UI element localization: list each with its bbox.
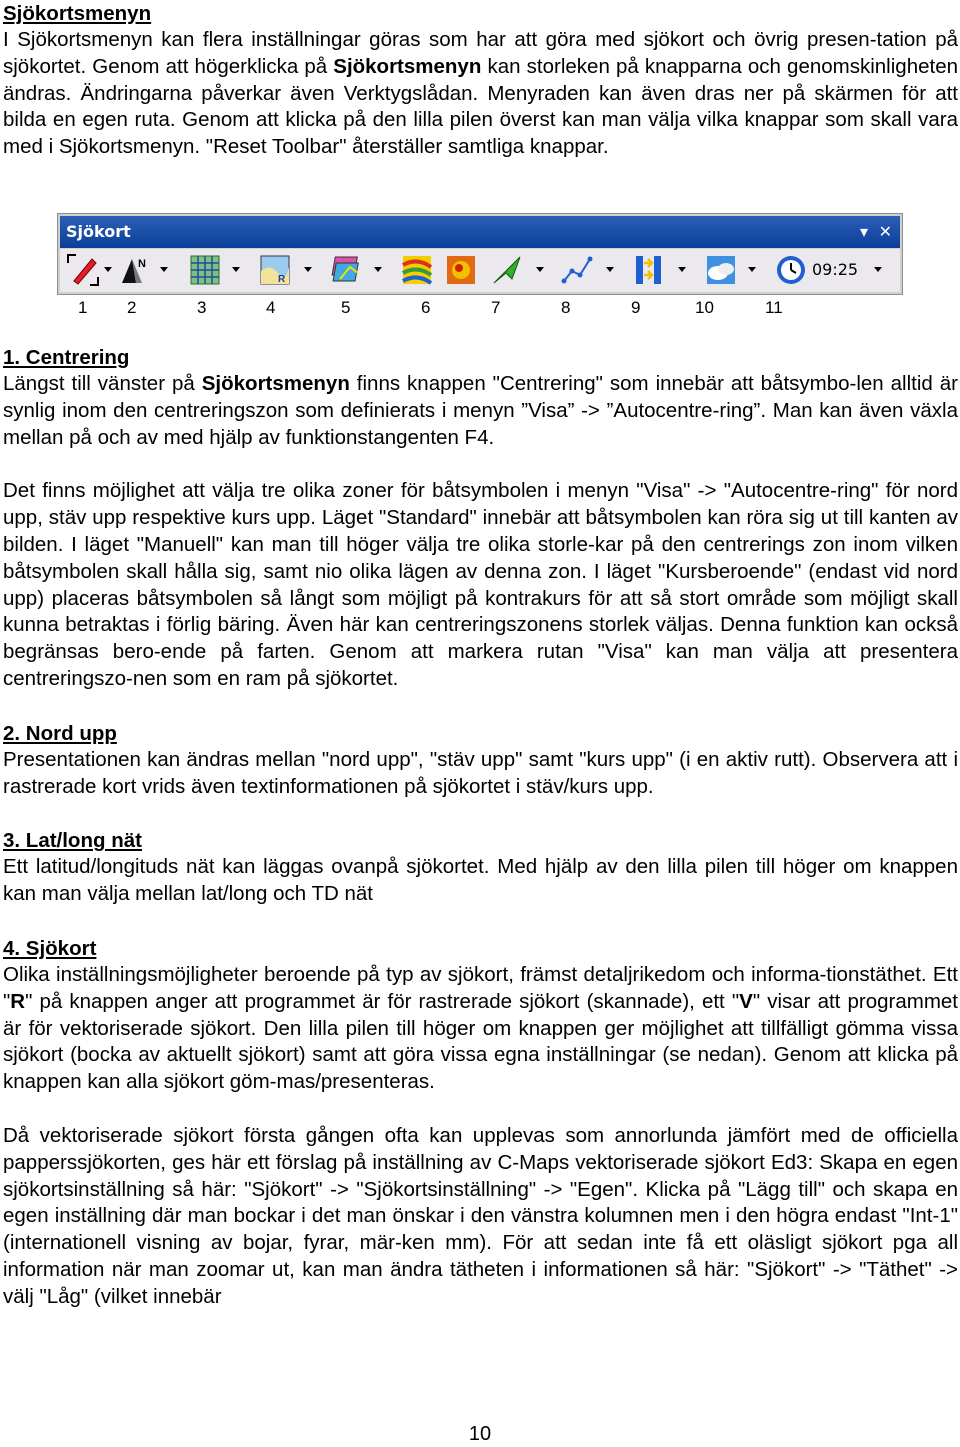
button-number: 5 bbox=[341, 298, 351, 317]
button-number: 8 bbox=[561, 298, 571, 317]
heading-latlong: 3. Lat/long nät bbox=[3, 829, 142, 853]
layers-dropdown-icon[interactable] bbox=[374, 267, 382, 272]
button-number: 9 bbox=[631, 298, 641, 317]
button-number: 2 bbox=[127, 298, 137, 317]
nord-upp-dropdown-icon[interactable] bbox=[160, 267, 168, 272]
weather-dropdown-icon[interactable] bbox=[748, 267, 756, 272]
toolbar-button-numbers bbox=[0, 298, 960, 318]
centrering-icon bbox=[66, 253, 100, 287]
clock-button[interactable] bbox=[774, 253, 808, 287]
button-number: 11 bbox=[765, 298, 783, 317]
button-number: 4 bbox=[266, 298, 276, 317]
section-title: Sjökortsmenyn bbox=[3, 2, 152, 25]
button-number: 1 bbox=[78, 298, 88, 317]
sjokort-button[interactable] bbox=[258, 253, 292, 287]
latlong-dropdown-icon[interactable] bbox=[232, 267, 240, 272]
nord-upp-icon bbox=[118, 253, 152, 287]
heading-nord-upp: 2. Nord upp bbox=[3, 721, 117, 745]
toolbar-options-arrow-icon[interactable]: ▾ bbox=[859, 222, 868, 241]
ais-dropdown-icon[interactable] bbox=[678, 267, 686, 272]
paragraph-centrering-2: Det finns möjlighet att välja tre olika zoner för båtsymbolen i menyn "Visa" -> "Autocentre-ring" för nord upp, stäv upp respektive kurs upp. Läget "Standard" innebär att båtsymbolen kan röra sig ut till kanten av bilden. I läget "Manuell" kan man till höger välja tre olika storle-kar på den centrerings zon inom vilken båtsymbolen skall hålla sig, samt nio olika lägen av denna zon. I läget "Kursberoende" (endast vid nord upp) placeras båtsymbolen så långt som möjligt på kontrakurs för att så stort område som möjligt skall kunna betraktas i förlig bäring. Även här kan centreringszonens storlek väljas. Denna funktion kan också begränsas bero-ende på farten. Genom att markera rutan "Visa" kan man välja att presentera centreringszo-nen som en ram på sjökortet. bbox=[3, 479, 958, 690]
sjokort-dropdown-icon[interactable] bbox=[304, 267, 312, 272]
heading-centrering: 1. Centrering bbox=[3, 346, 130, 369]
route-arrow-icon bbox=[490, 253, 524, 287]
ais-button[interactable] bbox=[632, 253, 666, 287]
centrering-dropdown-icon[interactable] bbox=[104, 267, 112, 272]
page-number: 10 bbox=[468, 1423, 492, 1445]
latlong-button[interactable] bbox=[188, 253, 222, 287]
heading-sjokort: 4. Sjökort bbox=[3, 936, 97, 960]
route-dropdown-icon[interactable] bbox=[536, 267, 544, 272]
svg-text:R: R bbox=[278, 274, 286, 285]
track-button[interactable] bbox=[560, 253, 594, 287]
paragraph-sjokort-2: Då vektoriserade sjökort första gången ofta kan upplevas som annorlunda jämfört med de officiella papperssjökorten, ges här ett förslag på inställning av C-Maps vektoriserade sjökort Ed3: Skapa en egen sjökortsinställning så här: "Sjökort" -> "Sjökortsinställning" -> "Egen". Klicka på "Lägg till" och skapa en egen inställning där man bockar i det man önskar i den vänstra kolumnen men i den högra endast "Int-1" (internationell visning av bojar, fyrar, mär-ken mm). För att sedan inte få ett oläsligt sjökort pga all information när man zoomar ut, kan man ändra tätheten i informationen så här: "Sjökort" -> "Täthet" -> välj "Låg" (vilket innebär bbox=[3, 1123, 958, 1308]
route-button[interactable] bbox=[490, 253, 524, 287]
paragraph-latlong: Ett latitud/longituds nät kan läggas ovanpå sjökortet. Med hjälp av den lilla pilen till höger om knappen kan man välja mellan lat/long och TD nät bbox=[3, 855, 958, 906]
nord-upp-button[interactable] bbox=[118, 253, 152, 287]
clock-time: 09:25 bbox=[812, 260, 859, 279]
terrain-button[interactable] bbox=[444, 253, 478, 287]
depth-shading-icon bbox=[400, 253, 434, 287]
paragraph-nord-upp: Presentationen kan ändras mellan "nord upp", "stäv upp" samt "kurs upp" (i en aktiv rutt). Observera att i rastrerade kort vrids även textinformationen på sjökortet i stäv/kurs upp. bbox=[3, 747, 958, 798]
button-number: 6 bbox=[421, 298, 431, 317]
track-icon bbox=[560, 253, 594, 287]
sjokort-toolbar bbox=[57, 213, 905, 297]
weather-icon bbox=[704, 253, 738, 287]
intro-paragraph: I Sjökortsmenyn kan flera inställningar göras som har att göra med sjökort och övrig presen-tation på sjökortet. Genom att högerklicka på Sjökortsmenyn kan storleken på knapparna och genomskinligheten ändras. Ändringarna påverkar även Verktygslådan. Menyraden kan även dras ner på skärmen för att bilda en egen ruta. Genom att klicka på den lilla pilen överst kan man välja vilka knappar som skall vara med i Sjökortsmenyn. "Reset Toolbar" återställer samtliga knappar. bbox=[3, 28, 958, 159]
track-dropdown-icon[interactable] bbox=[606, 267, 614, 272]
button-number: 7 bbox=[491, 298, 501, 317]
paragraph-sjokort-1: Olika inställningsmöjligheter beroende på typ av sjökort, främst detaljrikedom och informa-tionstäthet. Ett "R" på knappen anger att programmet är för rastrerade sjökort (skannade), ett "V" visar att programmet är för vektoriserade sjökort. Den lilla pilen till höger om knappen ger möjlighet att tillfälligt gömma vissa sjökort (bocka av aktuellt sjökort) samt att göra vissa egna inställningar (se nedan). Genom att klicka på knappen kan alla sjökort göm-mas/presenteras. bbox=[3, 962, 958, 1094]
button-number: 10 bbox=[695, 298, 714, 317]
depth-shading-button[interactable] bbox=[400, 253, 434, 287]
latlong-grid-icon bbox=[188, 253, 222, 287]
sjokort-icon bbox=[258, 253, 292, 287]
layers-button[interactable] bbox=[330, 253, 364, 287]
centrering-button[interactable] bbox=[66, 253, 100, 287]
toolbar-buttons bbox=[60, 249, 900, 292]
toolbar-title: Sjökort bbox=[66, 222, 131, 241]
terrain-icon bbox=[444, 253, 478, 287]
close-icon[interactable]: ✕ bbox=[878, 222, 892, 241]
ais-icon bbox=[632, 253, 666, 287]
layers-icon bbox=[330, 253, 364, 287]
paragraph-centrering-1: Längst till vänster på Sjökortsmenyn finns knappen "Centrering" som innebär att båtsymbo-len alltid är synlig inom den centreringszon som definierats i menyn ”Visa” -> ”Autocentre-ring”. Man kan även växla mellan på och av med hjälp av funktionstangenten F4. bbox=[3, 372, 958, 449]
toolbar-titlebar[interactable] bbox=[60, 216, 900, 248]
svg-text:N: N bbox=[138, 258, 146, 270]
weather-button[interactable] bbox=[704, 253, 738, 287]
clock-icon bbox=[774, 253, 808, 287]
clock-dropdown-icon[interactable] bbox=[874, 267, 882, 272]
button-number: 3 bbox=[197, 298, 207, 317]
